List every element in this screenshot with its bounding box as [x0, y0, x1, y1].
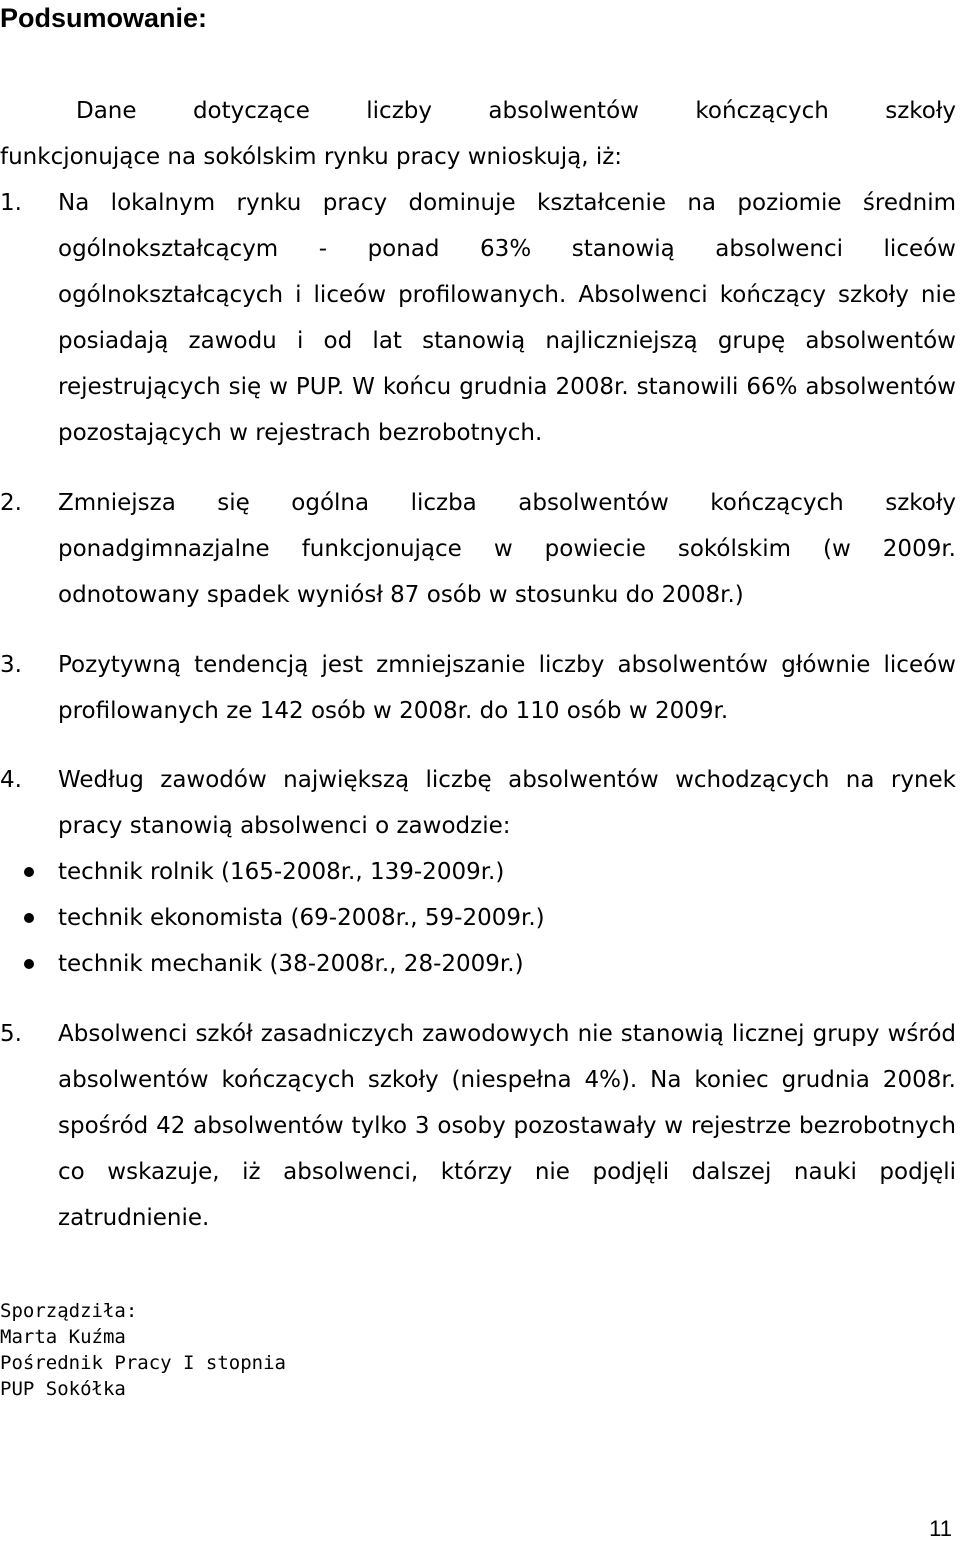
signature-position: Pośrednik Pracy I stopnia: [0, 1352, 286, 1374]
bullet-icon: [24, 867, 34, 877]
list-item-number: 1.: [0, 190, 22, 216]
occupation-list: [58, 849, 956, 987]
occupation-text: technik ekonomista (69-2008r., 59-2009r.): [58, 905, 545, 931]
bullet-icon: [24, 913, 34, 923]
list-item-3: [0, 642, 956, 734]
list-item-number: 4.: [0, 767, 22, 793]
list-item-text: Zmniejsza się ogólna liczba absolwentów kończących szkoły ponadgimnazjalne funkcjonujące w powiecie sokólskim (w 2009r. odnotowany spadek wyniósł 87 osób w stosunku do 2008r.): [58, 490, 956, 608]
occupation-item: [58, 895, 956, 941]
list-item-body: [58, 757, 956, 987]
signature-name: Marta Kuźma: [0, 1326, 126, 1348]
occupation-text: technik rolnik (165-2008r., 139-2009r.): [58, 859, 505, 885]
occupation-text: technik mechanik (38-2008r., 28-2009r.): [58, 951, 524, 977]
list-item-1: [0, 180, 956, 456]
page-title: Podsumowanie:: [0, 3, 208, 33]
bullet-icon: [24, 959, 34, 969]
intro-paragraph: [0, 88, 956, 180]
list-item-number: 5.: [0, 1021, 22, 1047]
list-item-number: 2.: [0, 490, 22, 516]
signature-label: Sporządziła:: [0, 1300, 138, 1322]
list-item-text: Na lokalnym rynku pracy dominuje kształcenie na poziomie średnim ogólnokształcącym - ponad 63% stanowią absolwenci liceów ogólnokształcących i liceów profilowanych. Absolwenci kończący szkoły nie posiadają zawodu i od lat stanowią najliczniejszą grupę absolwentów rejestrujących się w PUP. W końcu grudnia 2008r. stanowili 66% absolwentów pozostających w rejestrach bezrobotnych.: [58, 190, 956, 446]
list-item-text: Absolwenci szkół zasadniczych zawodowych nie stanowią licznej grupy wśród absolwentów kończących szkoły (niespełna 4%). Na koniec grudnia 2008r. spośród 42 absolwentów tylko 3 osoby pozostawały w rejestrze bezrobotnych co wskazuje, iż absolwenci, którzy nie podjęli dalszej nauki podjęli zatrudnienie.: [58, 1021, 956, 1231]
page-number: 11: [929, 1516, 952, 1541]
list-item-4: [0, 757, 956, 987]
intro-line-2: funkcjonujące na sokólskim rynku pracy wnioskują, iż:: [0, 144, 623, 170]
occupation-item: [58, 941, 956, 987]
signature-block: [0, 1298, 286, 1402]
list-item-number: 3.: [0, 652, 22, 678]
list-item-5: [0, 1011, 956, 1241]
list-item-text: Według zawodów największą liczbę absolwentów wchodzących na rynek pracy stanowią absolwenci o zawodzie:: [58, 767, 956, 839]
signature-office: PUP Sokółka: [0, 1378, 126, 1400]
intro-line-1: Dane dotyczące liczby absolwentów kończących szkoły: [76, 98, 956, 124]
occupation-item: [58, 849, 956, 895]
list-item-2: [0, 480, 956, 618]
list-item-text: Pozytywną tendencją jest zmniejszanie liczby absolwentów głównie liceów profilowanych ze 142 osób w 2008r. do 110 osób w 2009r.: [58, 652, 956, 724]
